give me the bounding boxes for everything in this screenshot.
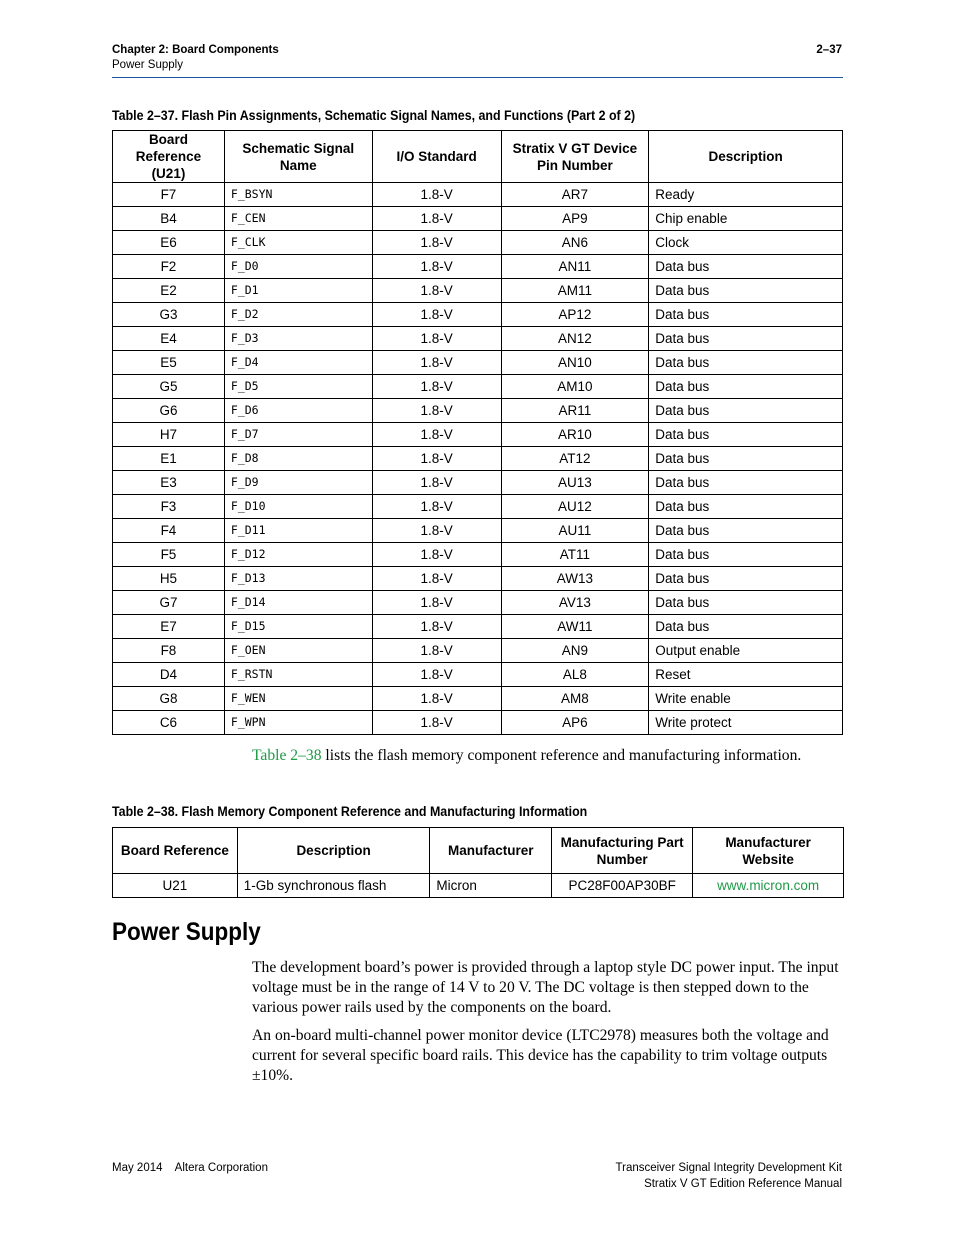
cell-signal-name: F_D14 xyxy=(224,591,372,615)
cell-signal-name: F_WPN xyxy=(224,711,372,735)
cell-pin-number: AT12 xyxy=(501,447,649,471)
col-board-reference: Board Reference xyxy=(113,828,238,874)
table-row xyxy=(113,279,843,303)
table-2-37-caption: Table 2–37. Flash Pin Assignments, Schematic Signal Names, and Functions (Part 2 of 2) xyxy=(112,108,636,123)
page-header xyxy=(112,43,842,73)
cell-pin-number: AR11 xyxy=(501,399,649,423)
cell-description: Ready xyxy=(649,183,843,207)
cell-board-reference: F4 xyxy=(113,519,225,543)
cell-board-reference: H7 xyxy=(113,423,225,447)
table-row xyxy=(113,591,843,615)
cell-description: Data bus xyxy=(649,543,843,567)
footer-manual-title xyxy=(616,1160,842,1192)
cell-signal-name: F_D3 xyxy=(224,327,372,351)
cell-signal-name: F_RSTN xyxy=(224,663,372,687)
cell-description: Data bus xyxy=(649,375,843,399)
cell-io-standard: 1.8-V xyxy=(372,663,501,687)
cell-board-reference: F3 xyxy=(113,495,225,519)
cell-io-standard: 1.8-V xyxy=(372,183,501,207)
cell-io-standard: 1.8-V xyxy=(372,351,501,375)
cell-website xyxy=(693,874,844,898)
cell-pin-number: AL8 xyxy=(501,663,649,687)
cell-io-standard: 1.8-V xyxy=(372,495,501,519)
table-row xyxy=(113,615,843,639)
col-part-number: Manufacturing Part Number xyxy=(552,828,693,874)
cell-pin-number: AM8 xyxy=(501,687,649,711)
cell-board-reference: E2 xyxy=(113,279,225,303)
cell-description: Reset xyxy=(649,663,843,687)
cell-signal-name: F_D11 xyxy=(224,519,372,543)
cell-pin-number: AR10 xyxy=(501,423,649,447)
table-row xyxy=(113,303,843,327)
cell-board-reference: U21 xyxy=(113,874,238,898)
cell-description: Data bus xyxy=(649,279,843,303)
cell-board-reference: F8 xyxy=(113,639,225,663)
cell-description: Data bus xyxy=(649,471,843,495)
cell-signal-name: F_CEN xyxy=(224,207,372,231)
cell-io-standard: 1.8-V xyxy=(372,303,501,327)
cell-signal-name: F_D7 xyxy=(224,423,372,447)
table-row xyxy=(113,183,843,207)
footer-kit-name: Transceiver Signal Integrity Development Kit xyxy=(615,1162,842,1174)
cell-pin-number: AU13 xyxy=(501,471,649,495)
cell-part-number: PC28F00AP30BF xyxy=(552,874,693,898)
cell-signal-name: F_BSYN xyxy=(224,183,372,207)
cell-pin-number: AN10 xyxy=(501,351,649,375)
col-io-standard: I/O Standard xyxy=(372,131,501,183)
table-header-row xyxy=(113,828,844,874)
cell-signal-name: F_D5 xyxy=(224,375,372,399)
cell-io-standard: 1.8-V xyxy=(372,327,501,351)
cell-pin-number: AV13 xyxy=(501,591,649,615)
cell-description: Data bus xyxy=(649,567,843,591)
cell-description: Chip enable xyxy=(649,207,843,231)
table-row xyxy=(113,351,843,375)
cell-pin-number: AU12 xyxy=(501,495,649,519)
cell-pin-number: AW11 xyxy=(501,615,649,639)
cell-pin-number: AU11 xyxy=(501,519,649,543)
table-2-38-caption: Table 2–38. Flash Memory Component Reference and Manufacturing Information xyxy=(112,804,588,819)
cell-signal-name: F_D10 xyxy=(224,495,372,519)
table-row xyxy=(113,663,843,687)
cell-board-reference: B4 xyxy=(113,207,225,231)
cell-board-reference: F7 xyxy=(113,183,225,207)
cell-pin-number: AN6 xyxy=(501,231,649,255)
col-website: Manufacturer Website xyxy=(693,828,844,874)
intro-text: lists the flash memory component reference and manufacturing information. xyxy=(321,747,802,764)
table-row xyxy=(113,711,843,735)
cell-pin-number: AP9 xyxy=(501,207,649,231)
col-manufacturer: Manufacturer xyxy=(430,828,552,874)
cell-board-reference: G7 xyxy=(113,591,225,615)
table-row xyxy=(113,687,843,711)
cell-board-reference: G8 xyxy=(113,687,225,711)
table-row xyxy=(113,231,843,255)
cell-io-standard: 1.8-V xyxy=(372,591,501,615)
flash-pin-table xyxy=(112,130,843,735)
cell-description: Write protect xyxy=(649,711,843,735)
cell-io-standard: 1.8-V xyxy=(372,543,501,567)
cell-pin-number: AR7 xyxy=(501,183,649,207)
table-header-row xyxy=(113,131,843,183)
cell-board-reference: G3 xyxy=(113,303,225,327)
cell-board-reference: E6 xyxy=(113,231,225,255)
cell-pin-number: AM10 xyxy=(501,375,649,399)
cell-board-reference: G6 xyxy=(113,399,225,423)
cell-signal-name: F_D15 xyxy=(224,615,372,639)
footer-date-company: May 2014 Altera Corporation xyxy=(112,1162,268,1174)
cell-description: Data bus xyxy=(649,351,843,375)
power-paragraph-2: An on-board multi-channel power monitor device (LTC2978) measures both the voltage and current for several specific board rails. This device has the capability to trim voltage outputs ±10%. xyxy=(252,1027,829,1084)
cell-description: Data bus xyxy=(649,591,843,615)
cell-io-standard: 1.8-V xyxy=(372,279,501,303)
manufacturer-website-link[interactable]: www.micron.com xyxy=(717,878,820,893)
cell-signal-name: F_D4 xyxy=(224,351,372,375)
cell-io-standard: 1.8-V xyxy=(372,711,501,735)
cell-pin-number: AM11 xyxy=(501,279,649,303)
cell-signal-name: F_D8 xyxy=(224,447,372,471)
col-description: Description xyxy=(649,131,843,183)
table-row xyxy=(113,375,843,399)
col-device-pin-number: Stratix V GT Device Pin Number xyxy=(501,131,649,183)
cell-description: Data bus xyxy=(649,399,843,423)
cell-pin-number: AN11 xyxy=(501,255,649,279)
cell-signal-name: F_D9 xyxy=(224,471,372,495)
table-row xyxy=(113,567,843,591)
table-row xyxy=(113,543,843,567)
cell-io-standard: 1.8-V xyxy=(372,447,501,471)
cell-description: Data bus xyxy=(649,495,843,519)
table-row xyxy=(113,255,843,279)
cell-signal-name: F_WEN xyxy=(224,687,372,711)
footer-edition-name: Stratix V GT Edition Reference Manual xyxy=(644,1178,842,1190)
col-schematic-signal-name: Schematic Signal Name xyxy=(224,131,372,183)
cell-io-standard: 1.8-V xyxy=(372,423,501,447)
cell-board-reference: E4 xyxy=(113,327,225,351)
section-title: Power Supply xyxy=(112,59,183,71)
cell-description: Data bus xyxy=(649,519,843,543)
cell-io-standard: 1.8-V xyxy=(372,519,501,543)
cell-description: Data bus xyxy=(649,447,843,471)
cell-description: 1-Gb synchronous flash xyxy=(237,874,430,898)
col-board-reference: Board Reference (U21) xyxy=(113,131,225,183)
page-number: 2–37 xyxy=(816,44,842,56)
cell-description: Data bus xyxy=(649,615,843,639)
power-paragraph-1: The development board’s power is provided through a laptop style DC power input. The input voltage must be in the range of 14 V to 20 V. The DC voltage is then stepped down to the various power rails used by the components on the board. xyxy=(252,959,839,1016)
table-row xyxy=(113,874,844,898)
cell-description: Data bus xyxy=(649,303,843,327)
cell-description: Clock xyxy=(649,231,843,255)
header-rule xyxy=(112,77,843,78)
cell-io-standard: 1.8-V xyxy=(372,375,501,399)
table-2-38-link[interactable]: Table 2–38 xyxy=(252,747,322,764)
cell-signal-name: F_CLK xyxy=(224,231,372,255)
table-2-38-intro xyxy=(252,746,844,766)
cell-board-reference: F2 xyxy=(113,255,225,279)
table-row xyxy=(113,423,843,447)
cell-pin-number: AN9 xyxy=(501,639,649,663)
cell-io-standard: 1.8-V xyxy=(372,399,501,423)
cell-signal-name: F_D2 xyxy=(224,303,372,327)
cell-io-standard: 1.8-V xyxy=(372,255,501,279)
cell-manufacturer: Micron xyxy=(430,874,552,898)
table-row xyxy=(113,399,843,423)
cell-io-standard: 1.8-V xyxy=(372,231,501,255)
cell-signal-name: F_D0 xyxy=(224,255,372,279)
cell-description: Output enable xyxy=(649,639,843,663)
cell-io-standard: 1.8-V xyxy=(372,471,501,495)
table-row xyxy=(113,519,843,543)
table-row xyxy=(113,327,843,351)
chapter-title: Chapter 2: Board Components xyxy=(112,44,279,56)
cell-description: Data bus xyxy=(649,423,843,447)
cell-signal-name: F_D1 xyxy=(224,279,372,303)
table-row xyxy=(113,639,843,663)
cell-board-reference: H5 xyxy=(113,567,225,591)
cell-io-standard: 1.8-V xyxy=(372,567,501,591)
cell-io-standard: 1.8-V xyxy=(372,687,501,711)
cell-board-reference: E1 xyxy=(113,447,225,471)
cell-signal-name: F_D6 xyxy=(224,399,372,423)
table-row xyxy=(113,495,843,519)
table-row xyxy=(113,447,843,471)
flash-component-table xyxy=(112,827,844,898)
cell-io-standard: 1.8-V xyxy=(372,639,501,663)
cell-pin-number: AN12 xyxy=(501,327,649,351)
cell-board-reference: E3 xyxy=(113,471,225,495)
col-description: Description xyxy=(237,828,430,874)
section-heading: Power Supply xyxy=(112,918,261,946)
cell-board-reference: F5 xyxy=(113,543,225,567)
cell-board-reference: E5 xyxy=(113,351,225,375)
cell-io-standard: 1.8-V xyxy=(372,615,501,639)
cell-signal-name: F_OEN xyxy=(224,639,372,663)
cell-board-reference: D4 xyxy=(113,663,225,687)
cell-pin-number: AP6 xyxy=(501,711,649,735)
cell-signal-name: F_D12 xyxy=(224,543,372,567)
cell-signal-name: F_D13 xyxy=(224,567,372,591)
cell-pin-number: AW13 xyxy=(501,567,649,591)
cell-description: Data bus xyxy=(649,327,843,351)
cell-board-reference: C6 xyxy=(113,711,225,735)
cell-io-standard: 1.8-V xyxy=(372,207,501,231)
page-footer xyxy=(112,1160,842,1190)
table-row xyxy=(113,471,843,495)
cell-description: Data bus xyxy=(649,255,843,279)
cell-description: Write enable xyxy=(649,687,843,711)
cell-board-reference: G5 xyxy=(113,375,225,399)
table-row xyxy=(113,207,843,231)
cell-pin-number: AP12 xyxy=(501,303,649,327)
cell-board-reference: E7 xyxy=(113,615,225,639)
cell-pin-number: AT11 xyxy=(501,543,649,567)
